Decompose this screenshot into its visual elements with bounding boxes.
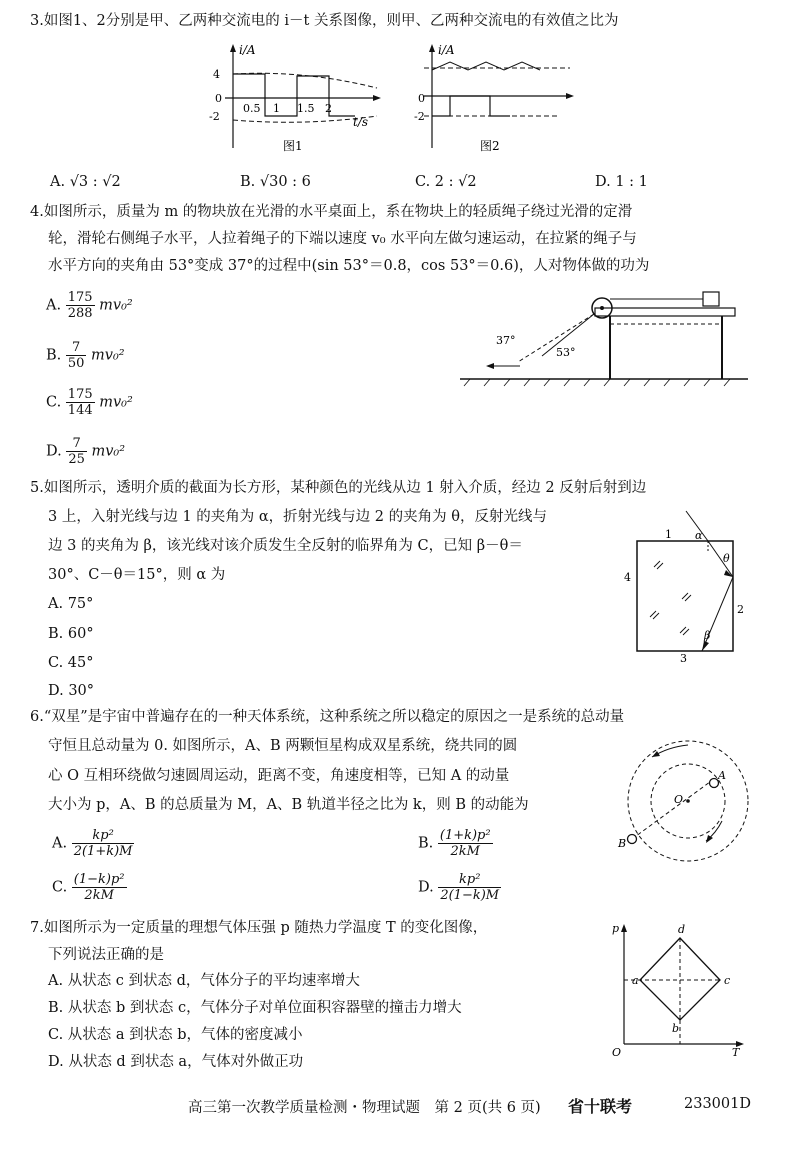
q7-point-a: a bbox=[632, 974, 639, 987]
q5-edge-4: 4 bbox=[624, 571, 631, 584]
q4-stem-line1: 4.如图所示，质量为 m 的物块放在光滑的水平桌面上，系在物块上的轻质绳子绕过光滑的定滑 bbox=[30, 204, 633, 220]
fig2-caption: 图2 bbox=[480, 139, 500, 153]
q5-edge-2: 2 bbox=[737, 603, 744, 616]
fig1-xtick-1: 1 bbox=[273, 102, 280, 115]
q5-option-a[interactable]: A. 75° bbox=[48, 596, 94, 612]
q4-stem-line2: 轮，滑轮右侧绳子水平，人拉着绳子的下端以速度 v₀ 水平向左做匀速运动，在拉紧的绳子与 bbox=[48, 231, 637, 247]
q6-label-o: O bbox=[674, 793, 684, 806]
q7-origin: O bbox=[612, 1046, 622, 1058]
q6-figure bbox=[612, 735, 762, 865]
q7-stem-line2: 下列说法正确的是 bbox=[48, 947, 164, 963]
q7-point-d: d bbox=[678, 923, 686, 936]
q5-edge-3: 3 bbox=[680, 652, 687, 665]
q5-stem-line1: 5.如图所示，透明介质的截面为长方形，某种颜色的光线从边 1 射入介质，经边 2 反射后射到边 bbox=[30, 480, 647, 496]
fraction: $\frac{7}{25}$ bbox=[68, 436, 85, 467]
q6-option-c[interactable]: C. $\frac{\text{(1−k)p²}}{2kM}$ bbox=[52, 872, 125, 903]
q4-option-a[interactable]: A. $\frac{175}{288}$ mv₀² bbox=[46, 290, 133, 321]
q5-option-d[interactable]: D. 30° bbox=[48, 683, 95, 699]
q4-angle-37: 37° bbox=[496, 334, 516, 347]
q4-option-c[interactable]: C. $\frac{175}{144}$ mv₀² bbox=[46, 387, 133, 418]
fig1-caption: 图1 bbox=[283, 139, 303, 153]
q4-option-b[interactable]: B. $\frac{7}{50}$ mv₀² bbox=[46, 340, 125, 371]
q7-option-b[interactable]: B. 从状态 b 到状态 c，气体分子对单位面积容器壁的撞击力增大 bbox=[48, 1000, 462, 1016]
q4-figure bbox=[460, 284, 750, 394]
q6-option-a[interactable]: A. $\frac{\text{kp²}}{2(1+k)M}$ bbox=[52, 828, 133, 859]
fraction: $\frac{175}{144}$ bbox=[67, 387, 93, 418]
q7-point-c: c bbox=[724, 974, 731, 987]
fig1-ytick-0: 0 bbox=[215, 92, 222, 105]
q5-beta: β bbox=[704, 629, 711, 642]
q7-option-a[interactable]: A. 从状态 c 到状态 d，气体分子的平均速率增大 bbox=[48, 973, 360, 989]
fig1-xtick-0.5: 0.5 bbox=[243, 102, 261, 115]
q3-stem: 3.如图1、2分别是甲、乙两种交流电的 i－t 关系图像，则甲、乙两种交流电的有效值之比为 bbox=[30, 13, 619, 29]
fig2-ylabel: i/A bbox=[438, 43, 455, 57]
q7-figure bbox=[608, 918, 748, 1058]
q7-axis-t: T bbox=[732, 1046, 740, 1058]
fraction: $\frac{\text{kp²}}{2(1-k)M}$ bbox=[440, 872, 500, 903]
q5-edge-1: 1 bbox=[665, 528, 672, 541]
fig1-ytick-4: 4 bbox=[213, 68, 220, 81]
q6-label-b: B bbox=[618, 837, 627, 850]
q5-option-c[interactable]: C. 45° bbox=[48, 655, 94, 671]
fig1-xtick-1.5: 1.5 bbox=[297, 102, 315, 115]
fraction: $\frac{175}{288}$ bbox=[67, 290, 93, 321]
q6-stem-line2: 守恒且总动量为 0. 如图所示，A、B 两颗恒星构成双星系统，绕共同的圆 bbox=[48, 738, 518, 754]
q5-stem-line2: 3 上，入射光线与边 1 的夹角为 α，折射光线与边 2 的夹角为 θ，反射光线与 bbox=[48, 509, 547, 525]
q4-option-d[interactable]: D. $\frac{7}{25}$ mv₀² bbox=[46, 436, 126, 467]
q5-alpha: α bbox=[695, 529, 703, 542]
q5-stem-line4: 30°、C－θ＝15°，则 α 为 bbox=[48, 567, 226, 583]
q6-option-b[interactable]: B. $\frac{\text{(1+k)p²}}{2kM}$ bbox=[418, 828, 491, 859]
q3-figure-1 bbox=[205, 40, 385, 155]
q7-axis-p: p bbox=[612, 922, 620, 935]
fig2-ytick--2: -2 bbox=[414, 110, 425, 123]
q3-option-b[interactable]: B. √30 : 6 bbox=[240, 174, 311, 190]
q5-option-b[interactable]: B. 60° bbox=[48, 626, 94, 642]
q6-stem-line4: 大小为 p，A、B 的总质量为 M，A、B 轨道半径之比为 k，则 B 的动能为 bbox=[48, 797, 529, 813]
q6-stem-line1: 6.“双星”是宇宙中普遍存在的一种天体系统，这种系统之所以稳定的原因之一是系统的总动量 bbox=[30, 709, 625, 725]
q6-option-d[interactable]: D. $\frac{\text{kp²}}{2(1-k)M}$ bbox=[418, 872, 500, 903]
fraction: $\frac{\text{kp²}}{2(1+k)M}$ bbox=[73, 828, 133, 859]
fraction: $\frac{7}{50}$ bbox=[67, 340, 85, 371]
fig2-ytick-0: 0 bbox=[418, 92, 425, 105]
q6-stem-line3: 心 O 互相环绕做匀速圆周运动，距离不变，角速度相等，已知 A 的动量 bbox=[48, 768, 510, 784]
q3-option-d[interactable]: D. 1 : 1 bbox=[595, 174, 648, 190]
footer-page-info: 高三第一次教学质量检测・物理试题 第 2 页(共 6 页) bbox=[188, 1100, 541, 1116]
q5-stem-line3: 边 3 的夹角为 β，该光线对该介质发生全反射的临界角为 C，已知 β－θ＝ bbox=[48, 538, 523, 554]
fig1-xlabel: t/s bbox=[353, 115, 369, 129]
footer-brand: 省十联考 bbox=[568, 1097, 633, 1116]
q3-option-c[interactable]: C. 2 : √2 bbox=[415, 174, 477, 190]
fraction: $\frac{\text{(1−k)p²}}{2kM}$ bbox=[73, 872, 125, 903]
q7-stem-line1: 7.如图所示为一定质量的理想气体压强 p 随热力学温度 T 的变化图像， bbox=[30, 920, 488, 936]
q5-figure bbox=[620, 505, 755, 665]
fig1-xtick-2: 2 bbox=[325, 102, 332, 115]
q6-label-a: A bbox=[718, 769, 726, 782]
q7-option-c[interactable]: C. 从状态 a 到状态 b，气体的密度减小 bbox=[48, 1027, 303, 1043]
q3-figure-2 bbox=[410, 40, 580, 155]
fraction: $\frac{\text{(1+k)p²}}{2kM}$ bbox=[439, 828, 491, 859]
footer-code: 233001D bbox=[684, 1096, 751, 1112]
q7-point-b: b bbox=[672, 1022, 680, 1035]
fig1-ylabel: i/A bbox=[239, 43, 256, 57]
q3-option-a[interactable]: A. √3 : √2 bbox=[50, 174, 121, 190]
q4-stem-line3: 水平方向的夹角由 53°变成 37°的过程中(sin 53°＝0.8，cos 53°＝0.6)，人对物体做的功为 bbox=[48, 258, 650, 274]
q7-option-d[interactable]: D. 从状态 d 到状态 a，气体对外做正功 bbox=[48, 1054, 304, 1070]
fig1-ytick--2: -2 bbox=[209, 110, 220, 123]
q4-angle-53: 53° bbox=[556, 346, 576, 359]
q5-theta: θ bbox=[723, 552, 730, 565]
